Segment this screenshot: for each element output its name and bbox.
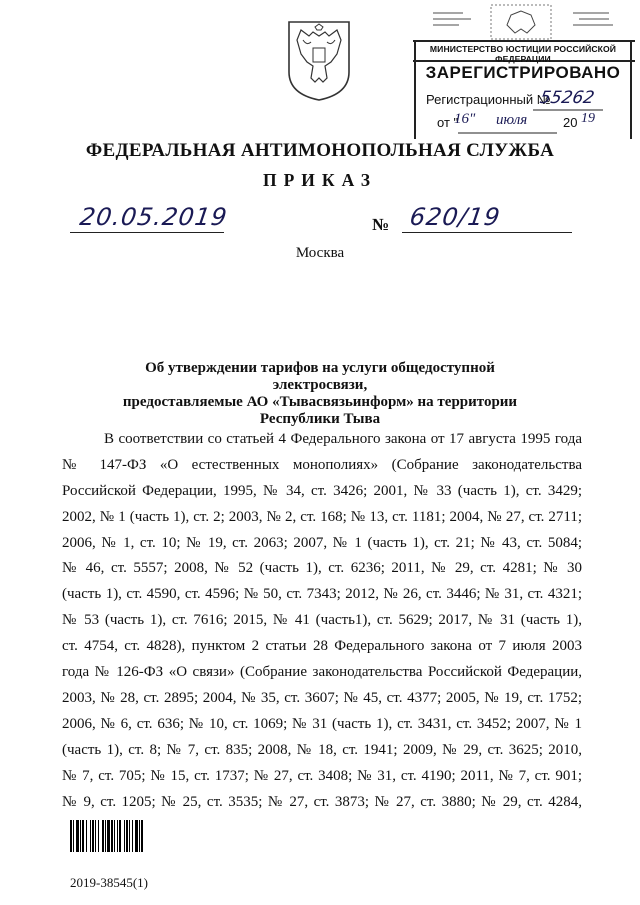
title-line: предоставляемые АО «Тывасвязьинформ» на территории — [122, 394, 518, 410]
body-line: № 9, ст. 1205; № 25, ст. 3535; № 27, ст. 3873; № 27, ст. 3880; № 29, ст. 4284, — [62, 794, 582, 810]
body-line: № 7, ст. 705; № 15, ст. 1737; № 27, ст. 3408; № 31, ст. 4190; 2011, № 7, ст. 901; — [62, 768, 582, 784]
body-line: № 46, ст. 5557; 2008, № 52 (часть 1), ст. 6236; 2011, № 29, ст. 4281; № 30 — [62, 560, 582, 576]
body-line: (часть 1), ст. 4590, ст. 4596; № 50, ст. 7343; 2012, № 26, ст. 3446; № 31, ст. 4321; — [62, 586, 582, 602]
stamp-month: июля — [496, 112, 528, 128]
agency-name: ФЕДЕРАЛЬНАЯ АНТИМОНОПОЛЬНАЯ СЛУЖБА — [85, 140, 555, 161]
date-underline — [70, 232, 224, 233]
body-line: № 53 (часть 1), ст. 7616; 2015, № 41 (часть1), ст. 5629; 2017, № 31 (часть 1), — [62, 612, 582, 628]
coat-of-arms-emblem — [287, 20, 351, 102]
title-line: Об утверждении тарифов на услуги общедоступной электросвязи, — [145, 360, 495, 393]
document-code: 2019-38545(1) — [70, 875, 148, 890]
stamp-registration-number: 55262 — [538, 88, 596, 108]
body-line: 2006, № 6, ст. 636; № 10, ст. 1069; № 31 (часть 1), ст. 3431, ст. 3452; 2007, № 1 — [62, 716, 582, 732]
stamp-year-suffix: 19 — [581, 111, 595, 126]
body-line: 2003, № 28, ст. 2895; 2004, № 35, ст. 3607; № 45, ст. 4377; 2005, № 19, ст. 1752; — [62, 690, 582, 706]
body-line: года № 126-ФЗ «О связи» (Собрание законодательства Российской Федерации, — [62, 664, 582, 680]
number-sign: № — [372, 215, 390, 234]
city: Москва — [295, 245, 345, 261]
order-number: 620/19 — [408, 203, 503, 231]
body-line: 2006, № 1, ст. 10; № 19, ст. 2063; 2007, № 1 (часть 1), ст. 21; № 43, ст. 5084; — [62, 535, 582, 551]
title-line: Республики Тыва — [259, 411, 381, 427]
stamp-from-label: от " — [437, 115, 459, 130]
stamp-registration-label: Регистрационный № — [426, 92, 551, 107]
number-underline — [402, 232, 572, 233]
order-date: 20.05.2019 — [78, 203, 230, 231]
body-line: (часть 1), ст. 8; № 7, ст. 835; 2008, № 18, ст. 1941; 2009, № 29, ст. 3625; 2010, — [62, 742, 582, 758]
stamp-registered-label: ЗАРЕГИСТРИРОВАНО — [425, 63, 621, 82]
body-line: Российской Федерации, 1995, № 34, ст. 3426; 2001, № 33 (часть 1), ст. 3429; — [62, 483, 582, 499]
body-line: ст. 4754, ст. 4828), пунктом 2 статьи 28 Федерального закона от 7 июля 2003 — [62, 638, 582, 654]
barcode — [70, 820, 176, 852]
body-line: № 147-ФЗ «О естественных монополиях» (Собрание законодательства — [62, 457, 582, 473]
stamp-day: 16" — [454, 111, 476, 127]
document-type: ПРИКАЗ — [262, 170, 378, 190]
stamp-ministry: МИНИСТЕРСТВО ЮСТИЦИИ РОССИЙСКОЙ ФЕДЕРАЦИИ — [429, 44, 617, 64]
body-line: 2002, № 1 (часть 1), ст. 2; 2003, № 2, ст. 168; № 13, ст. 1181; 2004, № 27, ст. 2711; — [62, 509, 582, 525]
stamp-year-prefix: 20 — [563, 115, 578, 130]
document-title — [100, 360, 540, 428]
body-line: В соответствии со статьей 4 Федерального закона от 17 августа 1995 года — [104, 431, 582, 447]
